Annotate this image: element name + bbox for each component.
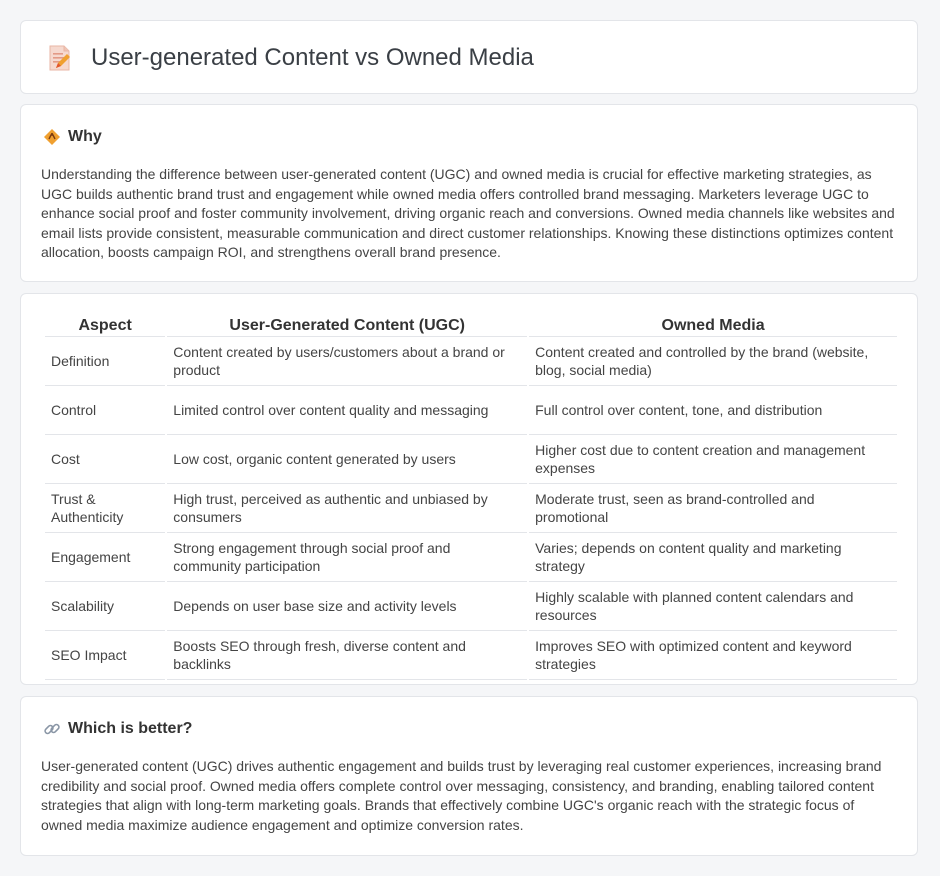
title-row: [47, 43, 534, 73]
why-heading: Why: [68, 128, 102, 145]
page-title: User-generated Content vs Owned Media: [91, 44, 534, 71]
ugc-cell: Content created by users/customers about a brand or product: [167, 337, 527, 386]
column-header-aspect: Aspect: [45, 315, 165, 337]
aspect-cell: Engagement: [45, 533, 165, 582]
aspect-cell: Definition: [45, 337, 165, 386]
owned-cell: Varies; depends on content quality and marketing strategy: [529, 533, 897, 582]
link-icon: [43, 720, 61, 738]
column-header-owned: Owned Media: [529, 315, 897, 337]
table-header-row: [45, 315, 897, 337]
table-row: [45, 484, 897, 533]
better-text: User-generated content (UGC) drives authentic engagement and builds trust by leveraging real customer experiences, increasing brand credibility and social proof. Owned media offers complete control over messaging, consistency, and branding, enabling tailored content strategies that align with long-term marketing goals. Brands that effectively combine UGC's organic reach with the strategic focus of owned media maximize audience engagement and optimize conversion rates.: [41, 758, 882, 833]
owned-cell: Content created and controlled by the brand (website, blog, social media): [529, 337, 897, 386]
document-pencil-icon: [47, 44, 73, 72]
owned-cell: Moderate trust, seen as brand-controlled and promotional: [529, 484, 897, 533]
which-is-better-section: [20, 696, 918, 856]
better-heading-row: [43, 719, 192, 739]
aspect-cell: Scalability: [45, 582, 165, 631]
table-row: [45, 631, 897, 680]
owned-cell: Full control over content, tone, and distribution: [529, 386, 897, 435]
header-card: [20, 20, 918, 94]
aspect-cell: Cost: [45, 435, 165, 484]
aspect-cell: Trust & Authenticity: [45, 484, 165, 533]
ugc-cell: Limited control over content quality and messaging: [167, 386, 527, 435]
table-row: [45, 533, 897, 582]
ugc-cell: Depends on user base size and activity levels: [167, 582, 527, 631]
comparison-table: [43, 315, 899, 680]
column-header-ugc: User-Generated Content (UGC): [167, 315, 527, 337]
ugc-cell: High trust, perceived as authentic and unbiased by consumers: [167, 484, 527, 533]
aspect-cell: Control: [45, 386, 165, 435]
comparison-section: [20, 293, 918, 685]
why-text: Understanding the difference between user-generated content (UGC) and owned media is crucial for effective marketing strategies, as UGC builds authentic brand trust and engagement while owned media offers controlled brand messaging. Marketers leverage UGC to enhance social proof and foster community involvement, driving organic reach and conversions. Owned media channels like websites and email lists provide consistent, measurable communication and direct customer relationships. Knowing these distinctions optimizes content allocation, boosts campaign ROI, and strengthens overall brand presence.: [41, 166, 895, 261]
better-heading: Which is better?: [68, 720, 193, 737]
table-row: [45, 386, 897, 435]
table-row: [45, 435, 897, 484]
table-row: [45, 582, 897, 631]
diamond-sign-icon: [43, 128, 61, 146]
owned-cell: Improves SEO with optimized content and keyword strategies: [529, 631, 897, 680]
ugc-cell: Boosts SEO through fresh, diverse content and backlinks: [167, 631, 527, 680]
owned-cell: Higher cost due to content creation and management expenses: [529, 435, 897, 484]
ugc-cell: Strong engagement through social proof and community participation: [167, 533, 527, 582]
why-heading-row: [43, 127, 102, 147]
table-row: [45, 337, 897, 386]
ugc-cell: Low cost, organic content generated by users: [167, 435, 527, 484]
aspect-cell: SEO Impact: [45, 631, 165, 680]
owned-cell: Highly scalable with planned content calendars and resources: [529, 582, 897, 631]
why-section: [20, 104, 918, 282]
